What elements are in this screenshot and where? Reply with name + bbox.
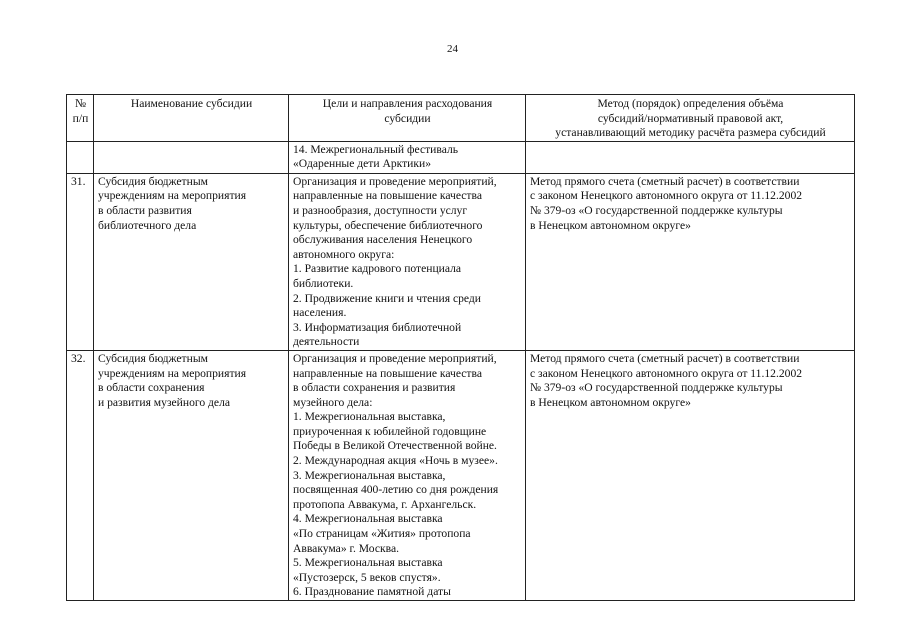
page-number: 24 bbox=[447, 43, 458, 55]
table-row-continuation bbox=[67, 141, 855, 173]
header-line: № bbox=[74, 97, 87, 110]
header-subsidy-name bbox=[94, 95, 289, 142]
cell-line: 14. Межрегиональный фестиваль bbox=[293, 142, 459, 156]
cell-line: Организация и проведение мероприятий, bbox=[293, 351, 497, 365]
cell-goals bbox=[289, 173, 526, 350]
header-method bbox=[526, 95, 855, 142]
cell-line: «Одаренные дети Арктики» bbox=[293, 157, 432, 171]
cell-line: Аввакума» г. Москва. bbox=[293, 541, 400, 555]
cell-line: 3. Межрегиональная выставка, bbox=[293, 468, 446, 482]
cell-line: в Ненецком автономном округе» bbox=[530, 218, 691, 232]
cell-line: № 379-оз «О государственной поддержке культуры bbox=[530, 203, 783, 217]
cell-line: культуры, обеспечение библиотечного bbox=[293, 218, 483, 232]
table-header-row bbox=[67, 95, 855, 142]
cell-line: 1. Межрегиональная выставка, bbox=[293, 410, 446, 424]
cell-method bbox=[526, 350, 855, 600]
cell-line: направленные на повышение качества bbox=[293, 366, 482, 380]
cell-line: в области сохранения bbox=[98, 381, 205, 395]
cell-line: «Пустозерск, 5 веков спустя». bbox=[293, 570, 441, 584]
cell-line: библиотеки. bbox=[293, 276, 354, 290]
cell-line: учреждениям на мероприятия bbox=[98, 366, 247, 380]
cell-line: учреждениям на мероприятия bbox=[98, 189, 247, 203]
cell-method bbox=[526, 173, 855, 350]
cell-line: автономного округа: bbox=[293, 247, 395, 261]
cell-line: протопопа Аввакума, г. Архангельск. bbox=[293, 497, 477, 511]
header-line: субсидии bbox=[384, 111, 431, 125]
cell-line: библиотечного дела bbox=[98, 218, 197, 232]
table-row-31 bbox=[67, 173, 855, 350]
cell-goals bbox=[289, 350, 526, 600]
cell-goals bbox=[289, 141, 526, 173]
cell-line: с законом Ненецкого автономного округа от 11.12.2002 bbox=[530, 189, 803, 203]
cell-line: Субсидия бюджетным bbox=[98, 351, 208, 365]
header-line: Наименование субсидии bbox=[130, 97, 253, 110]
header-goals bbox=[289, 95, 526, 142]
cell-number: 32. bbox=[67, 350, 94, 600]
cell-name bbox=[94, 141, 289, 173]
cell-method bbox=[526, 141, 855, 173]
cell-name bbox=[94, 173, 289, 350]
cell-line: Организация и проведение мероприятий, bbox=[293, 174, 497, 188]
cell-line: 4. Межрегиональная выставка bbox=[293, 512, 443, 526]
header-line: Цели и направления расходования bbox=[322, 97, 493, 110]
cell-line: 2. Продвижение книги и чтения среди bbox=[293, 291, 481, 305]
cell-number bbox=[67, 141, 94, 173]
cell-line: в Ненецком автономном округе» bbox=[530, 395, 691, 409]
subsidy-table bbox=[66, 94, 855, 601]
cell-line: и разнообразия, доступности услуг bbox=[293, 203, 468, 217]
cell-line: музейного дела: bbox=[293, 395, 373, 409]
header-line: п/п bbox=[72, 111, 89, 125]
cell-line: 5. Межрегиональная выставка bbox=[293, 556, 443, 570]
cell-line: Метод прямого счета (сметный расчет) в соответствии bbox=[530, 351, 800, 365]
cell-line: 6. Празднование памятной даты bbox=[293, 585, 451, 599]
table-row-32 bbox=[67, 350, 855, 600]
cell-name bbox=[94, 350, 289, 600]
cell-line: населения. bbox=[293, 306, 347, 320]
cell-line: посвященная 400-летию со дня рождения bbox=[293, 483, 499, 497]
cell-line: «По страницам «Жития» протопопа bbox=[293, 527, 471, 541]
cell-line: 2. Международная акция «Ночь в музее». bbox=[293, 454, 498, 468]
cell-line: Победы в Великой Отечественной войне. bbox=[293, 439, 497, 453]
cell-line: приуроченная к юбилейной годовщине bbox=[293, 424, 487, 438]
cell-line: обслуживания населения Ненецкого bbox=[293, 233, 473, 247]
cell-line: направленные на повышение качества bbox=[293, 189, 482, 203]
cell-line: в области сохранения и развития bbox=[293, 381, 456, 395]
header-number bbox=[67, 95, 94, 142]
header-line: субсидий/нормативный правовой акт, bbox=[597, 111, 784, 125]
header-line: Метод (порядок) определения объёма bbox=[597, 97, 784, 110]
cell-line: и развития музейного дела bbox=[98, 395, 231, 409]
cell-line: Субсидия бюджетным bbox=[98, 174, 208, 188]
header-line: устанавливающий методику расчёта размера субсидий bbox=[555, 126, 826, 140]
cell-line: 1. Развитие кадрового потенциала bbox=[293, 262, 462, 276]
cell-line: с законом Ненецкого автономного округа от 11.12.2002 bbox=[530, 366, 803, 380]
cell-line: № 379-оз «О государственной поддержке культуры bbox=[530, 381, 783, 395]
cell-line: 3. Информатизация библиотечной bbox=[293, 320, 462, 334]
cell-line: в области развития bbox=[98, 203, 192, 217]
cell-line: деятельности bbox=[293, 335, 360, 349]
cell-line: Метод прямого счета (сметный расчет) в соответствии bbox=[530, 174, 800, 188]
cell-number: 31. bbox=[67, 173, 94, 350]
